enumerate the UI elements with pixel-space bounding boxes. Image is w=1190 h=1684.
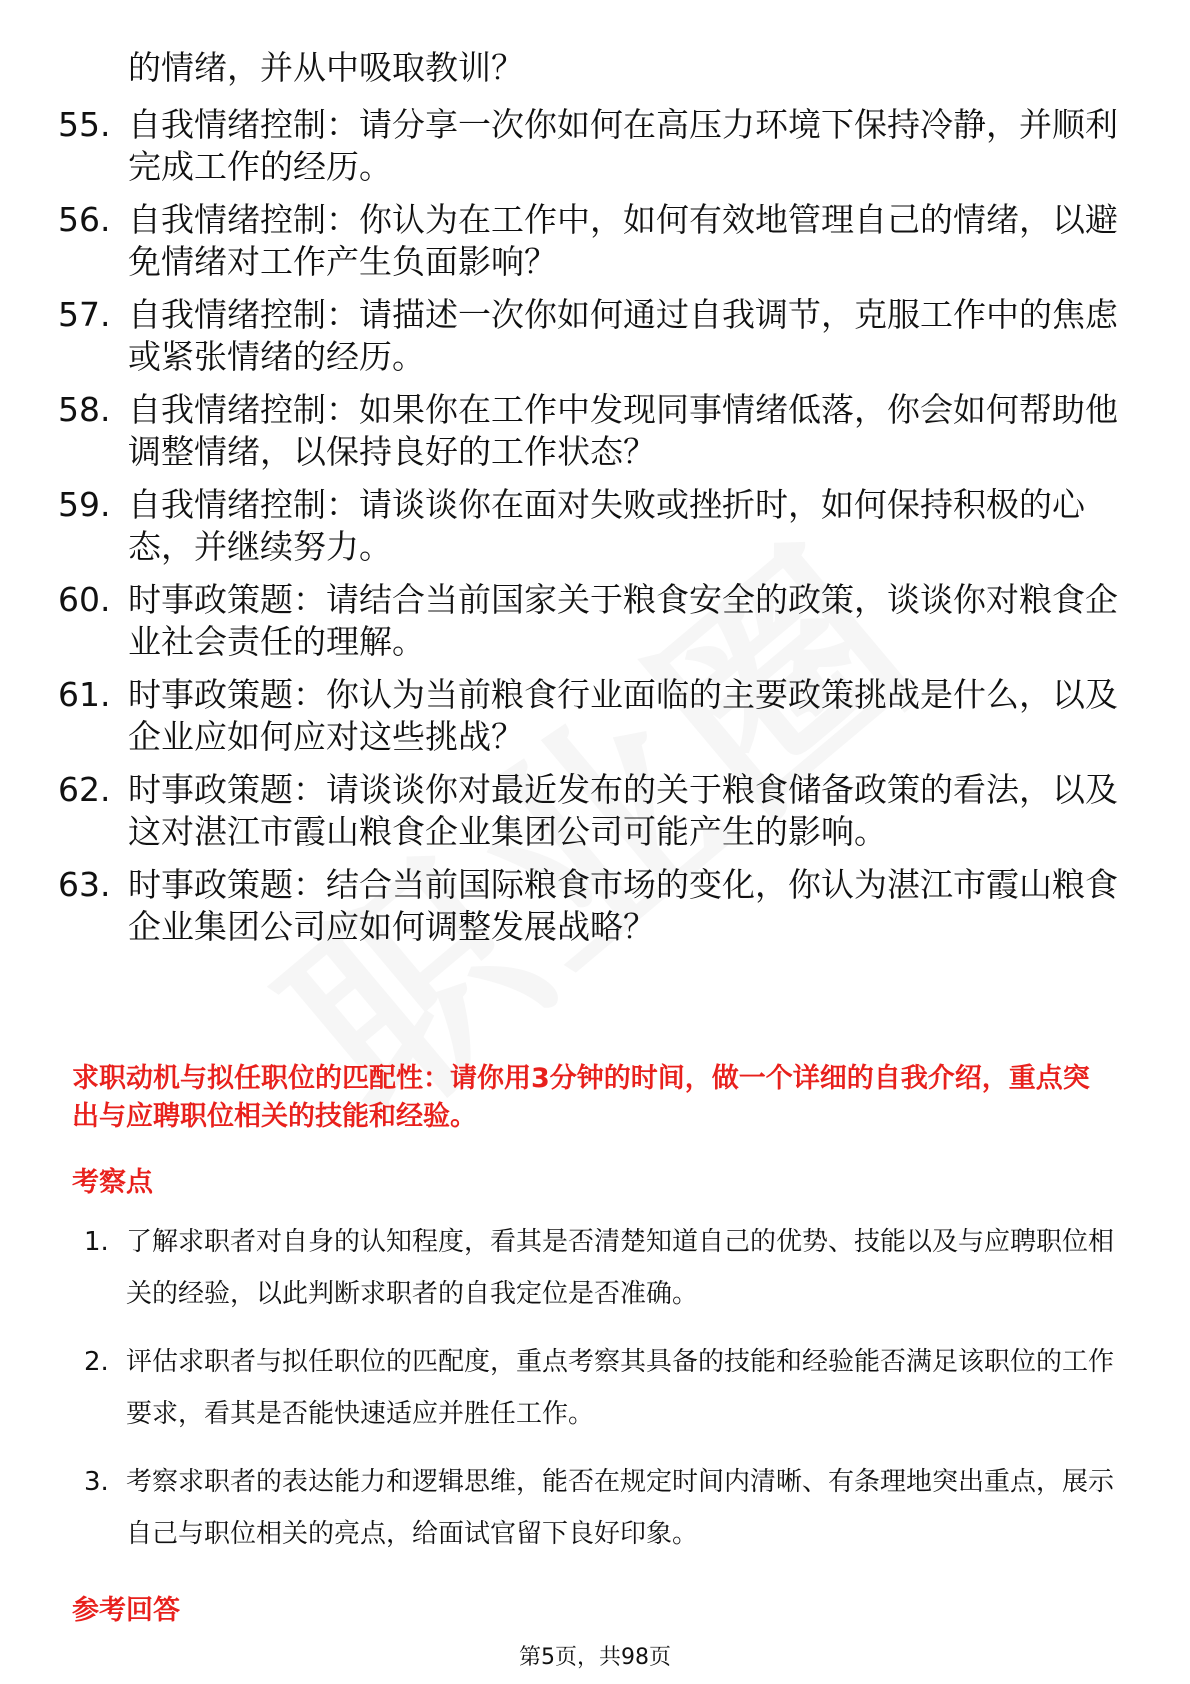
question-text: 时事政策题：你认为当前粮食行业面临的主要政策挑战是什么，以及企业应如何应对这些挑战？: [128, 675, 1118, 756]
question-number: 61.: [58, 675, 111, 714]
point-text: 考察求职者的表达能力和逻辑思维，能否在规定时间内清晰、有条理地突出重点，展示自己与职位相关的亮点，给面试官留下良好印象。: [126, 1467, 1115, 1549]
question-text: 自我情绪控制：如果你在工作中发现同事情绪低落，你会如何帮助他调整情绪，以保持良好的工作状态？: [128, 390, 1118, 471]
question-number: 56.: [58, 200, 111, 239]
point-number: 2.: [84, 1347, 109, 1377]
question-number: 55.: [58, 105, 111, 144]
assessment-heading: 考察点: [72, 1167, 153, 1198]
question-text: 时事政策题：结合当前国际粮食市场的变化，你认为湛江市霞山粮食企业集团公司应如何调整发展战略？: [128, 865, 1118, 946]
point-text: 评估求职者与拟任职位的匹配度，重点考察其具备的技能和经验能否满足该职位的工作要求，看其是否能快速适应并胜任工作。: [126, 1347, 1115, 1429]
question-number: 63.: [58, 865, 111, 904]
question-number: 57.: [58, 295, 111, 334]
point-text: 了解求职者对自身的认知程度，看其是否清楚知道自己的优势、技能以及与应聘职位相关的经验，以此判断求职者的自我定位是否准确。: [126, 1227, 1115, 1309]
point-number: 1.: [84, 1227, 109, 1257]
question-number: 60.: [58, 580, 111, 619]
page-footer: 第5页，共98页: [519, 1645, 671, 1670]
question-continuation: 的情绪，并从中吸取教训？: [128, 48, 524, 87]
question-text: 时事政策题：请谈谈你对最近发布的关于粮食储备政策的看法，以及这对湛江市霞山粮食企业集团公司可能产生的影响。: [128, 770, 1118, 851]
reference-answer-heading: 参考回答: [72, 1595, 180, 1626]
question-number: 58.: [58, 390, 111, 429]
question-text: 自我情绪控制：你认为在工作中，如何有效地管理自己的情绪，以避免情绪对工作产生负面影响？: [128, 200, 1118, 281]
question-text: 自我情绪控制：请描述一次你如何通过自我调节，克服工作中的焦虑或紧张情绪的经历。: [128, 295, 1118, 376]
question-text: 自我情绪控制：请谈谈你在面对失败或挫折时，如何保持积极的心态，并继续努力。: [128, 485, 1085, 566]
question-number: 59.: [58, 485, 111, 524]
question-text: 自我情绪控制：请分享一次你如何在高压力环境下保持冷静，并顺利完成工作的经历。: [128, 105, 1118, 186]
featured-question: 求职动机与拟任职位的匹配性：请你用3分钟的时间，做一个详细的自我介绍，重点突出与应聘职位相关的技能和经验。: [72, 1063, 1090, 1132]
question-number: 62.: [58, 770, 111, 809]
question-text: 时事政策题：请结合当前国家关于粮食安全的政策，谈谈你对粮食企业社会责任的理解。: [128, 580, 1118, 661]
point-number: 3.: [84, 1467, 109, 1497]
